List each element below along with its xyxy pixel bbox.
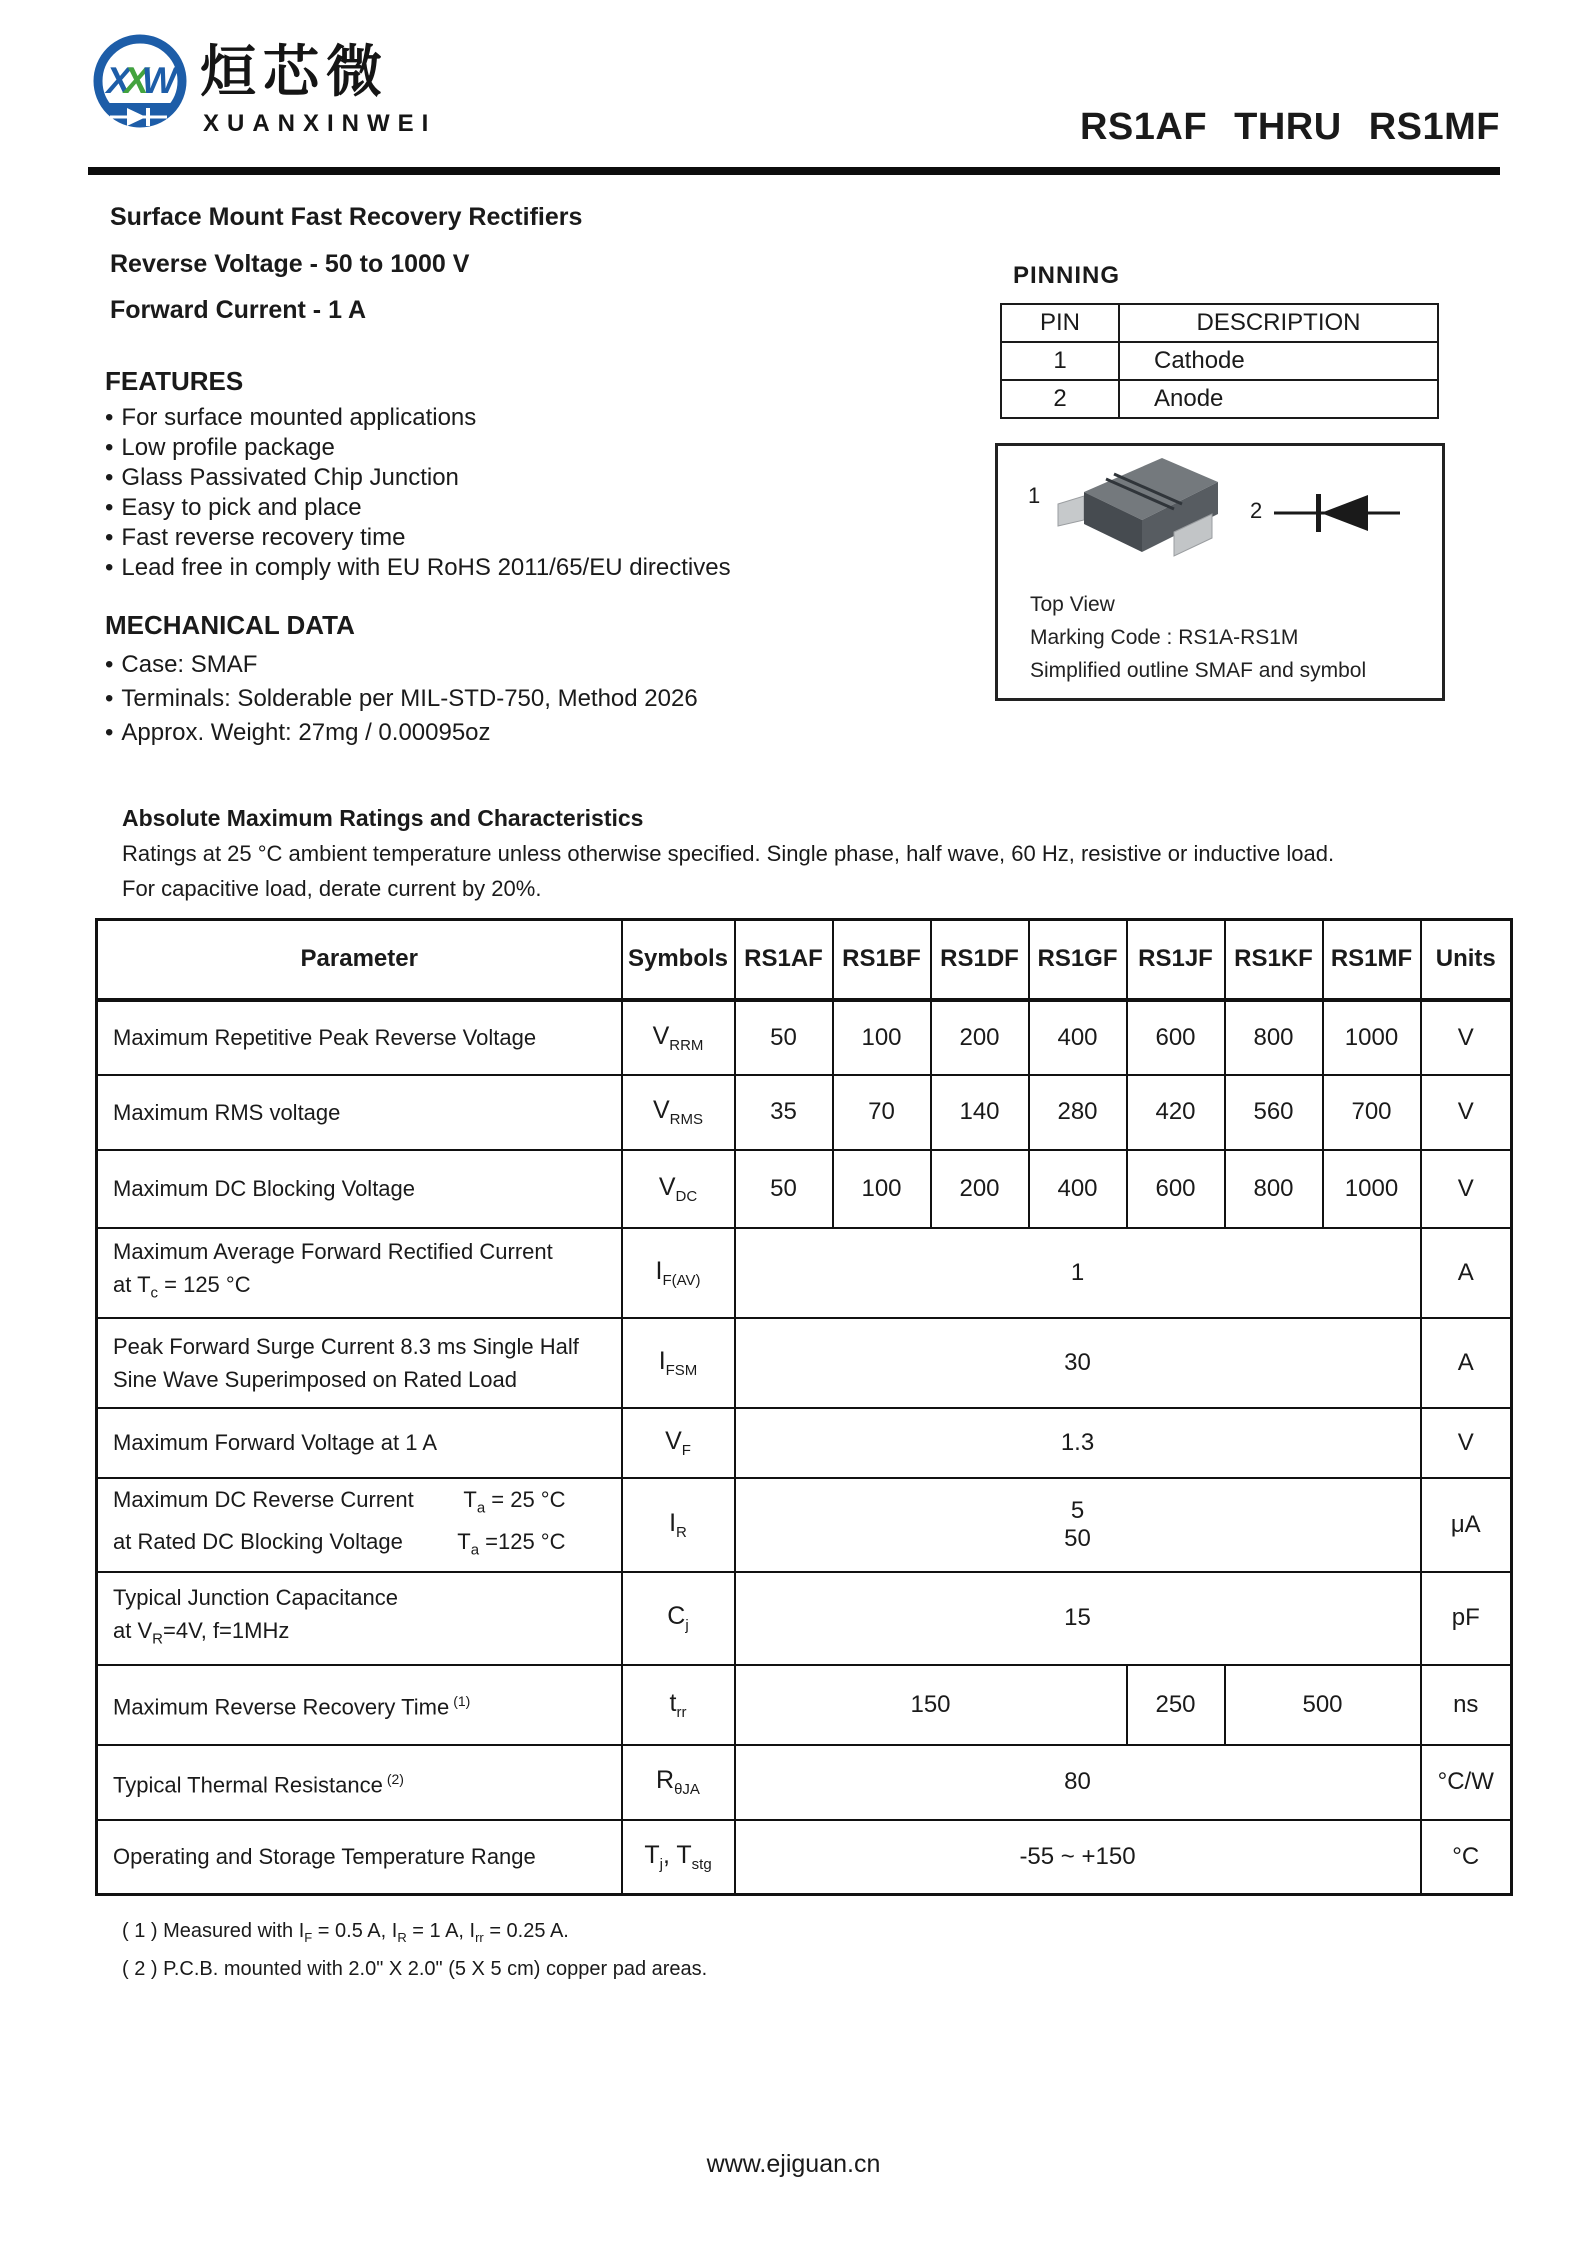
unit-cell: A [1421,1228,1512,1318]
features-list [105,403,731,583]
ratings-table [95,918,1513,1896]
description-column-header: DESCRIPTION [1119,304,1438,342]
condition-text: =125 °C [479,1528,566,1554]
symbol-cell [622,1228,735,1318]
page-title: RS1AF THRU RS1MF [1079,106,1500,148]
table-row [97,1745,1512,1820]
value-cell: 800 [1225,1000,1323,1075]
table-row [97,1478,1512,1572]
condition-sub: a [476,1499,486,1517]
symbol-cell [622,1408,735,1478]
unit-cell: μA [1421,1478,1512,1572]
symbol-base: C [667,1602,686,1630]
parameter-cell [97,1000,622,1075]
value-cell: 15 [735,1572,1421,1665]
logo-letter: X [106,60,125,101]
parameter-text: Maximum Repetitive Peak Reverse Voltage [113,1025,537,1050]
unit-cell: ns [1421,1665,1512,1745]
table-row [97,1408,1512,1478]
value-cell: 30 [735,1318,1421,1408]
footnote-2: ( 2 ) P.C.B. mounted with 2.0" X 2.0" (5 X 5 cm) copper pad areas. [122,1958,708,1980]
symbol-sub: R [676,1523,687,1541]
parameter-condition [113,1614,621,1655]
value-cell: 200 [931,1150,1029,1228]
bullet: • [105,685,114,712]
pin1-label: 1 [1028,483,1041,508]
package-caption-marking-code: Marking Code : RS1A-RS1M [1030,626,1299,649]
symbol-cell [622,1478,735,1572]
unit-cell: °C [1421,1820,1512,1895]
ratings-note-line-1: Ratings at 25 °C ambient temperature unless otherwise specified. Single phase, half wave, 60 Hz, resistive or inductive load. [122,841,1335,866]
unit-cell: V [1421,1000,1512,1075]
footnote-marker: (1) [453,1693,471,1710]
symbol-sub: F [681,1441,691,1459]
value-line: 5 [1070,1496,1085,1524]
unit-cell: pF [1421,1572,1512,1665]
parameter-cell [97,1572,622,1665]
column-header-part: RS1DF [931,920,1029,1000]
unit-cell: V [1421,1075,1512,1150]
feature-item-text: Easy to pick and place [121,494,362,521]
logo-chinese-name: 烜芯微 [200,40,389,103]
value-cell: 100 [833,1000,931,1075]
pin-table-row [1001,380,1438,418]
condition-text: =4V, f=1MHz [162,1617,290,1643]
column-header-part: RS1GF [1029,920,1127,1000]
footnote-text: = 0.25 A. [483,1920,569,1942]
value-cell: 200 [931,1000,1029,1075]
symbol-base: I [669,1508,677,1537]
feature-item-text: Glass Passivated Chip Junction [121,464,459,491]
feature-item [105,493,731,523]
package-caption-top-view: Top View [1030,593,1115,616]
value-cell [735,1478,1421,1572]
parameter-text: Operating and Storage Temperature Range [113,1844,536,1870]
parameter-cell [97,1478,622,1572]
symbol-base: I [658,1346,666,1375]
logo-monogram [99,60,177,102]
footnote-sub: F [304,1930,313,1945]
summary-line-2: Reverse Voltage - 50 to 1000 V [110,250,470,278]
bullet: • [105,404,114,431]
bullet: • [105,554,114,581]
symbol-base: V [652,1021,670,1050]
pin-description: Anode [1119,380,1438,418]
value-cell: 400 [1029,1150,1127,1228]
mechanical-item-text: Case: SMAF [121,651,258,678]
footnote-sub: R [397,1930,407,1945]
footnote-text: ( 1 ) Measured with I [122,1920,305,1942]
table-row [97,1000,1512,1075]
value-cell: 50 [735,1150,833,1228]
ratings-heading: Absolute Maximum Ratings and Characteristics [122,805,644,831]
value-cell: 1000 [1323,1000,1421,1075]
symbol-base: V [665,1426,682,1455]
table-row [97,1228,1512,1318]
value-cell: 140 [931,1075,1029,1150]
bullet: • [105,524,114,551]
value-cell: 800 [1225,1150,1323,1228]
parameter-text: Typical Thermal Resistance [113,1772,383,1798]
pin-number: 1 [1001,342,1119,380]
parameter-cell [97,1228,622,1318]
symbol-cell [622,1745,735,1820]
footnote-sub: rr [475,1930,484,1945]
value-cell: 700 [1323,1075,1421,1150]
condition-text: at T [113,1272,151,1298]
mechanical-item [105,682,698,716]
symbol-sub: rr [676,1703,687,1721]
condition-sub: a [470,1540,480,1558]
feature-item [105,523,731,553]
bullet: • [105,434,114,461]
symbol-base: , T [662,1840,692,1869]
parameter-text: Peak Forward Surge Current 8.3 ms Single Half [113,1333,579,1359]
parameter-text: Maximum DC Reverse Current [113,1487,414,1513]
feature-item-text: Fast reverse recovery time [121,524,406,551]
mechanical-data-list [105,648,698,750]
symbol-base: R [656,1766,675,1794]
pin-table [1000,303,1439,419]
condition-text: T [457,1528,471,1554]
value-cell: 1 [735,1228,1421,1318]
bullet: • [105,464,114,491]
table-row [97,1075,1512,1150]
symbol-base: I [655,1256,663,1285]
parameter-cell [97,1318,622,1408]
parameter-cell [97,1665,622,1745]
parameter-text: Maximum DC Blocking Voltage [113,1176,416,1201]
symbol-sub: RMS [669,1111,704,1128]
value-cell: 35 [735,1075,833,1150]
diode-symbol-icon [1274,491,1400,535]
column-header-parameter: Parameter [97,920,622,1000]
column-header-part: RS1AF [735,920,833,1000]
pin-column-header: PIN [1001,304,1119,342]
symbol-base: V [658,1172,676,1201]
feature-item-text: Lead free in comply with EU RoHS 2011/65/EU directives [121,554,731,581]
feature-item [105,403,731,433]
summary-line-1: Surface Mount Fast Recovery Rectifiers [110,203,583,231]
features-heading: FEATURES [105,366,244,396]
footnote-text: = 0.5 A, I [312,1920,398,1942]
parameter-text: Sine Wave Superimposed on Rated Load [113,1366,517,1392]
value-cell: 1000 [1323,1150,1421,1228]
value-line: 50 [1064,1524,1091,1552]
unit-cell: V [1421,1150,1512,1228]
ratings-note-line-2: For capacitive load, derate current by 20%. [122,876,542,901]
pin-number: 2 [1001,380,1119,418]
column-header-part: RS1KF [1225,920,1323,1000]
symbol-cell [622,1075,735,1150]
header-rule [88,167,1500,175]
mechanical-item-text: Terminals: Solderable per MIL-STD-750, Method 2026 [121,685,698,712]
logo-latin-name: XUANXINWEI [203,110,437,137]
column-header-units: Units [1421,920,1512,1000]
feature-item [105,553,731,583]
package-outline-box [995,443,1445,701]
parameter-cell [97,1075,622,1150]
mechanical-item [105,716,698,750]
value-cell: 80 [735,1745,1421,1820]
pin-table-header-row [1001,304,1438,342]
value-cell: -55 ~ +150 [735,1820,1421,1895]
symbol-sub: j [685,1617,689,1634]
symbol-cell [622,1572,735,1665]
pin-description: Cathode [1119,342,1438,380]
parameter-condition [463,1483,565,1524]
logo-letter: W [141,60,170,101]
symbol-base: t [669,1688,677,1717]
bullet: • [105,719,114,746]
feature-item [105,433,731,463]
column-header-part: RS1JF [1127,920,1225,1000]
table-row [97,1150,1512,1228]
parameter-cell [97,1408,622,1478]
parameter-condition [457,1525,565,1566]
pin2-label: 2 [1250,498,1263,523]
pinning-heading: PINNING [1013,262,1121,289]
symbol-cell [622,1318,735,1408]
value-cell: 560 [1225,1075,1323,1150]
table-row [97,1318,1512,1408]
unit-cell: A [1421,1318,1512,1408]
parameter-text: Maximum RMS voltage [113,1099,341,1125]
parameter-text: Maximum Reverse Recovery Time [113,1694,450,1720]
feature-item [105,463,731,493]
footnote-1 [122,1920,569,1945]
table-row [97,1820,1512,1895]
condition-text: at V [113,1617,153,1643]
bullet: • [105,651,114,678]
symbol-sub: stg [691,1855,712,1873]
symbol-base: V [652,1096,670,1124]
parameter-text: at Rated DC Blocking Voltage [113,1528,403,1554]
symbol-sub: F(AV) [662,1271,701,1289]
summary-line-3: Forward Current - 1 A [110,296,367,324]
feature-item-text: For surface mounted applications [121,404,477,431]
parameter-condition [113,1268,621,1309]
feature-item-text: Low profile package [121,434,335,461]
parameter-cell [97,1820,622,1895]
parameter-line [113,1525,621,1566]
package-caption-outline: Simplified outline SMAF and symbol [1030,659,1367,682]
parameter-text: Maximum Forward Voltage at 1 A [113,1430,438,1455]
column-header-part: RS1MF [1323,920,1421,1000]
symbol-base: T [644,1840,660,1869]
value-cell: 400 [1029,1000,1127,1075]
parameter-text: Typical Junction Capacitance [113,1584,398,1610]
symbol-sub: RRM [669,1036,704,1054]
symbol-cell [622,1000,735,1075]
column-header-symbols: Symbols [622,920,735,1000]
footnote-text: = 1 A, I [406,1920,476,1942]
value-cell: 150 [735,1665,1127,1745]
value-cell: 1.3 [735,1408,1421,1478]
pin-table-row [1001,342,1438,380]
value-cell: 70 [833,1075,931,1150]
value-cell: 50 [735,1000,833,1075]
value-cell: 420 [1127,1075,1225,1150]
condition-text: T [463,1487,477,1513]
value-cell: 280 [1029,1075,1127,1150]
condition-sub: c [150,1284,159,1302]
smaf-package-image [1054,452,1236,592]
symbol-sub: FSM [665,1361,698,1379]
unit-cell: V [1421,1408,1512,1478]
mechanical-item [105,648,698,682]
condition-text: = 125 °C [158,1272,251,1298]
bullet: • [105,494,114,521]
parameter-cell [97,1150,622,1228]
value-cell: 250 [1127,1665,1225,1745]
unit-cell: °C/W [1421,1745,1512,1820]
value-cell: 500 [1225,1665,1421,1745]
symbol-sub: DC [675,1187,698,1205]
condition-sub: R [152,1630,163,1648]
table-row [97,1665,1512,1745]
symbol-sub: j [659,1855,663,1873]
footnote-marker: (2) [386,1770,404,1787]
symbol-sub: θJA [674,1781,700,1798]
footer-url: www.ejiguan.cn [706,2150,881,2178]
table-header-row [97,920,1512,1000]
condition-text: = 25 °C [485,1487,566,1513]
mechanical-data-heading: MECHANICAL DATA [105,610,355,640]
column-header-part: RS1BF [833,920,931,1000]
value-cell: 600 [1127,1000,1225,1075]
parameter-text: Maximum Average Forward Rectified Current [113,1239,553,1265]
parameter-cell [97,1745,622,1820]
symbol-cell [622,1150,735,1228]
table-row [97,1572,1512,1665]
symbol-cell [622,1820,735,1895]
value-cell: 600 [1127,1150,1225,1228]
mechanical-item-text: Approx. Weight: 27mg / 0.00095oz [121,719,491,746]
value-cell: 100 [833,1150,931,1228]
logo-letter: X [124,60,142,101]
parameter-line [113,1483,621,1524]
symbol-cell [622,1665,735,1745]
